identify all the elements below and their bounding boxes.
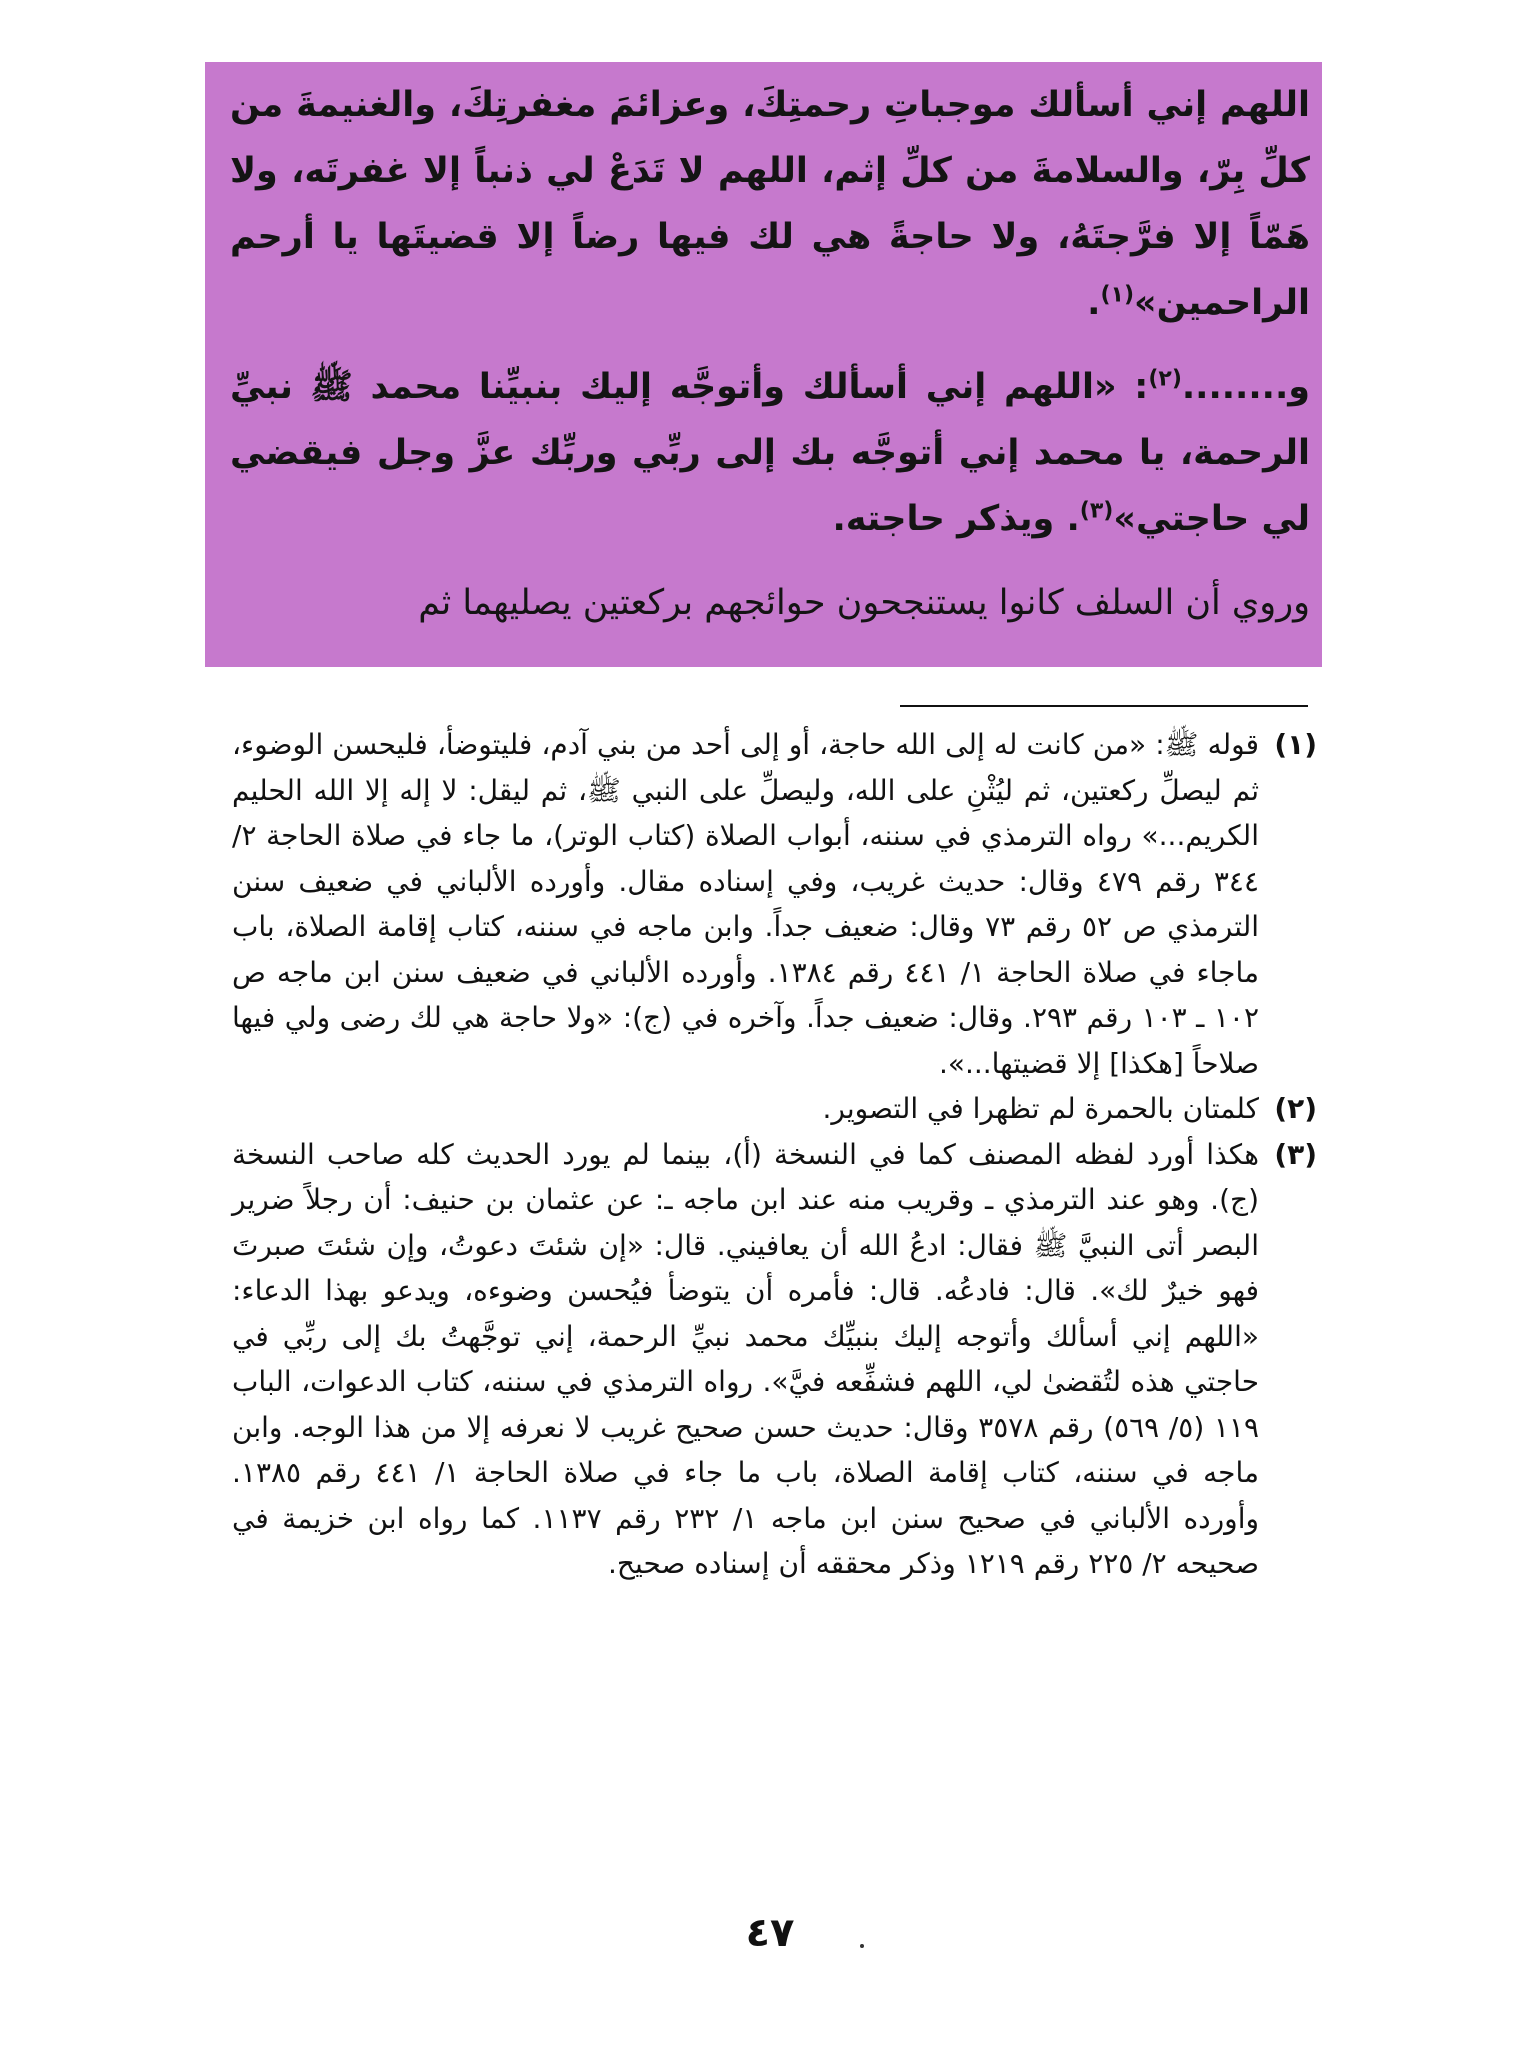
dua-text-2: : «اللهم إني أسألك وأتوجَّه إليك بنبيِّنا محمد ﷺ نبيِّ الرحمة، يا محمد إني أتوجَّه بك إلى ربِّي وربِّك عزَّ وجل فيقضي لي حاجتي»: [230, 367, 1310, 539]
footnote-text: قوله ﷺ: «من كانت له إلى الله حاجة، أو إلى أحد من بني آدم، فليتوضأ، فليحسن الوضوء، ثم ليصلِّ ركعتين، ثم ليُثْنِ على الله، وليصلِّ على النبي ﷺ، ثم ليقل: لا إله إلا الله الحليم الكريم...» رواه الترمذي في سننه، أبواب الصلاة (كتاب الوتر)، ما جاء في صلاة الحاجة ٢/ ٣٤٤ رقم ٤٧٩ وقال: حديث غريب، وفي إسناده مقال. وأورده الألباني في ضعيف سنن الترمذي ص ٥٢ رقم ٧٣ وقال: ضعيف جداً. وابن ماجه في سننه، كتاب إقامة الصلاة، باب ماجاء في صلاة الحاجة ١/ ٤٤١ رقم ١٣٨٤. وأورده الألباني في ضعيف سنن ابن ماجه ص ١٠٢ ـ ١٠٣ رقم ٢٩٣. وقال: ضعيف جداً. وآخره في (ج): «ولا حاجة هي لك رضى ولي فيها صلاحاً [هكذا] إلا قضيتها...».: [232, 728, 1260, 1080]
footnote-ref-3: (٣): [1079, 498, 1114, 524]
main-text-block: [230, 72, 1310, 654]
narration-paragraph: وروي أن السلف كانوا يستنجحون حوائجهم بركعتين يصليهما ثم: [418, 583, 1310, 623]
footnote-number: (٣): [1274, 1137, 1317, 1171]
dots-text: و........: [1181, 367, 1310, 407]
footnote-text: كلمتان بالحمرة لم تظهرا في التصوير.: [822, 1092, 1259, 1125]
footnote-2: [232, 1086, 1317, 1132]
dua-paragraph-2: [230, 354, 1310, 552]
footnote-number: (٢): [1274, 1092, 1317, 1125]
period: .: [1087, 283, 1101, 323]
footnote-3: [232, 1132, 1317, 1587]
page-number: ٤٧: [745, 1910, 795, 1956]
scan-speck: [860, 1944, 864, 1948]
closing-text: . ويذكر حاجته.: [832, 499, 1080, 539]
dua-paragraph-1: [230, 72, 1310, 336]
footnote-ref-2: (٢): [1148, 366, 1182, 392]
dua-text: اللهم إني أسألك موجباتِ رحمتِكَ، وعزائمَ مغفرتِكَ، والغنيمةَ من كلِّ بِرّ، والسلامةَ من كلِّ إثم، اللهم لا تَدَعْ لي ذنباً إلا غفرتَه، ولا هَمّاً إلا فرَّجتَهُ، ولا حاجةً هي لك فيها رضاً إلا قضيتَها يا أرحم الراحمين»: [230, 85, 1310, 323]
footnote-1: [232, 722, 1317, 1086]
footnote-text: هكذا أورد لفظه المصنف كما في النسخة (أ)، بينما لم يورد الحديث كله صاحب النسخة (ج). وهو عند الترمذي ـ وقريب منه عند ابن ماجه ـ: عن عثمان بن حنيف: أن رجلاً ضرير البصر أتى النبيَّ ﷺ فقال: ادعُ الله أن يعافيني. قال: «إن شئتَ دعوتُ، وإن شئتَ صبرتَ فهو خيرٌ لك». قال: فادعُه. قال: فأمره أن يتوضأ فيُحسن وضوءه، ويدعو بهذا الدعاء: «اللهم إني أسألك وأتوجه إليك بنبيِّك محمد نبيِّ الرحمة، إني توجَّهتُ بك إلى ربِّي في حاجتي هذه لتُقضىٰ لي، اللهم فشفِّعه فيَّ». رواه الترمذي في سننه، كتاب الدعوات، الباب ١١٩ (٥/ ٥٦٩) رقم ٣٥٧٨ وقال: حديث حسن صحيح غريب لا نعرفه إلا من هذا الوجه. وابن ماجه في سننه، كتاب إقامة الصلاة، باب ما جاء في صلاة الحاجة ١/ ٤٤١ رقم ١٣٨٥. وأورده الألباني في صحيح سنن ابن ماجه ١/ ٢٣٢ رقم ١١٣٧. كما رواه ابن خزيمة في صحيحه ٢/ ٢٢٥ رقم ١٢١٩ وذكر محققه أن إسناده صحيح.: [232, 1137, 1259, 1580]
footnotes-block: [232, 722, 1317, 1587]
footnote-ref-1: (١): [1100, 282, 1134, 308]
footnote-separator: [900, 705, 1308, 707]
footnote-number: (١): [1274, 728, 1317, 761]
